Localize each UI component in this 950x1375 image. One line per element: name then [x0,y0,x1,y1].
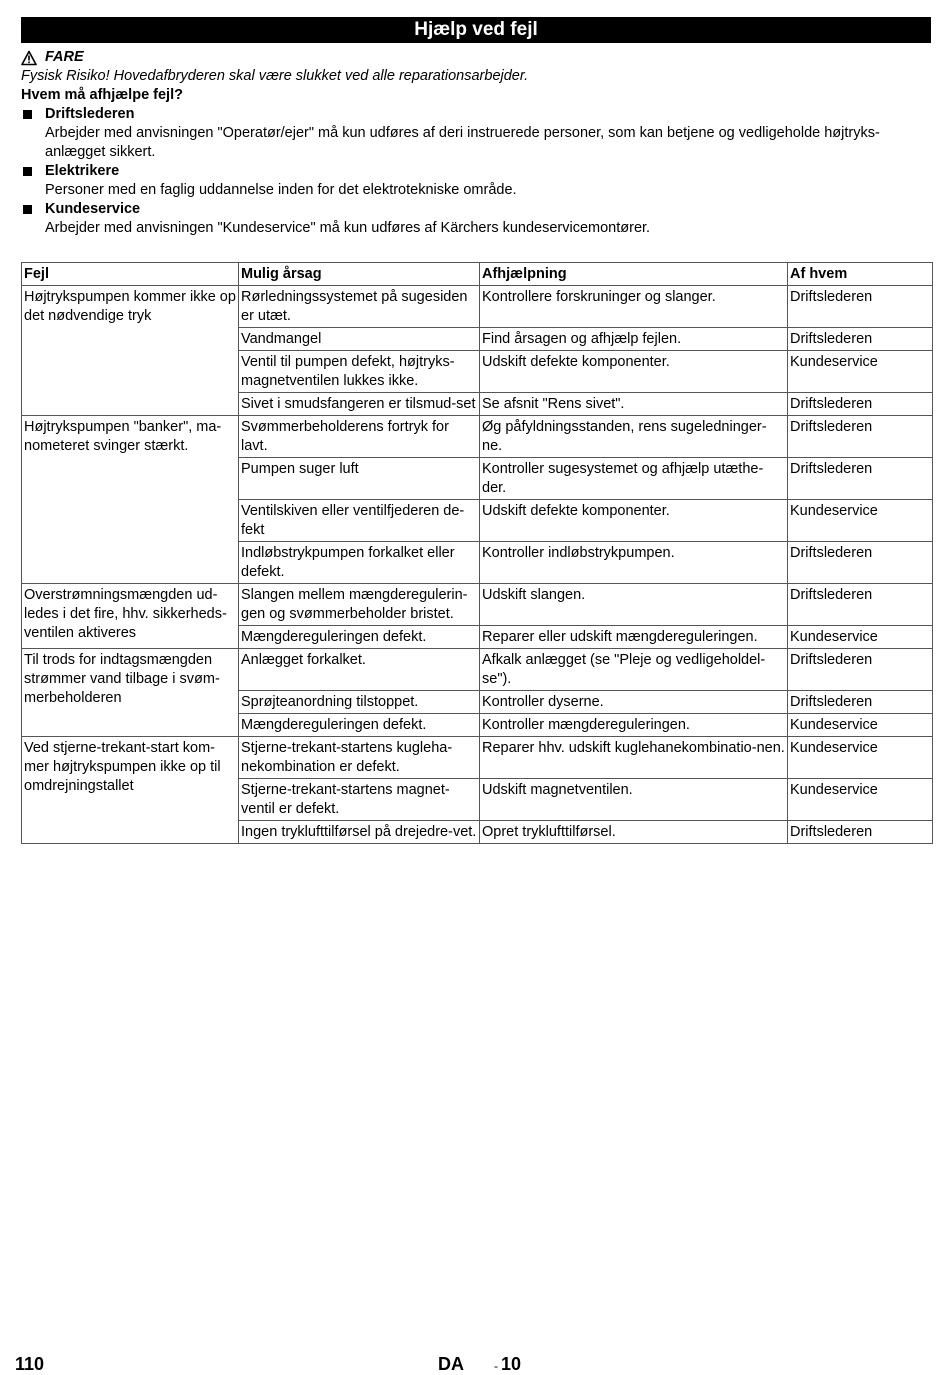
responsible-cell: Driftslederen [788,584,933,626]
responsible-cell: Driftslederen [788,649,933,691]
remedy-cell: Reparer eller udskift mængdereguleringen. [480,626,788,649]
who-item-driftslederen [21,105,931,162]
bullet-square-icon [23,110,32,119]
who-item-kundeservice [21,200,931,238]
page-title: Hjælp ved fejl [21,17,931,43]
safety-section [21,48,931,238]
responsible-cell: Driftslederen [788,286,933,328]
responsible-cell: Kundeservice [788,737,933,779]
cause-cell: Stjerne-trekant-startens kugleha-nekombination er defekt. [239,737,480,779]
responsible-cell: Driftslederen [788,458,933,500]
cause-cell: Ingen tryklufttilførsel på drejedre-vet. [239,821,480,844]
who-item-title: Elektrikere [45,163,120,179]
table-header-row [22,263,933,286]
header-af-hvem: Af hvem [788,263,933,286]
table-row [22,737,933,779]
bullet-square-icon [23,205,32,214]
warning-label: FARE [45,49,84,65]
responsible-cell: Kundeservice [788,626,933,649]
cause-cell: Svømmerbeholderens fortryk for lavt. [239,416,480,458]
who-item-text: Personer med en faglig uddannelse inden for det elektrotekniske område. [45,182,517,198]
responsible-cell: Kundeservice [788,779,933,821]
language-code: DA [438,1354,464,1374]
warning-text: Fysisk Risiko! Hovedafbryderen skal være slukket ved alle reparationsarbejder. [21,68,529,84]
cause-cell: Ventil til pumpen defekt, højtryks-magnetventilen lukkes ikke. [239,351,480,393]
who-item-elektrikere [21,162,931,200]
warning-triangle-icon [21,50,37,66]
remedy-cell: Afkalk anlægget (se "Pleje og vedligeholdel-se"). [480,649,788,691]
responsible-cell: Driftslederen [788,328,933,351]
fault-cell: Ved stjerne-trekant-start kom-mer højtrykspumpen ikke op til omdrejningstallet [22,737,239,844]
remedy-cell: Øg påfyldningsstanden, rens sugeledninger-ne. [480,416,788,458]
responsible-cell: Kundeservice [788,500,933,542]
fault-cell: Højtrykspumpen kommer ikke op det nødvendige tryk [22,286,239,416]
who-item-title: Kundeservice [45,201,141,217]
header-fejl: Fejl [22,263,239,286]
cause-cell: Mængdereguleringen defekt. [239,714,480,737]
page-number: 110 [15,1354,45,1374]
footer-dash: - [494,1359,498,1373]
responsible-cell: Driftslederen [788,821,933,844]
cause-cell: Rørledningssystemet på sugesiden er utæt. [239,286,480,328]
table-row [22,584,933,626]
remedy-cell: Opret tryklufttilførsel. [480,821,788,844]
remedy-cell: Kontroller dyserne. [480,691,788,714]
responsible-cell: Driftslederen [788,393,933,416]
table-row [22,649,933,691]
fault-cell: Højtrykspumpen "banker", ma-nometeret svinger stærkt. [22,416,239,584]
cause-cell: Stjerne-trekant-startens magnet-ventil er defekt. [239,779,480,821]
fault-cell: Til trods for indtagsmængden strømmer vand tilbage i svøm-merbeholderen [22,649,239,737]
cause-cell: Mængdereguleringen defekt. [239,626,480,649]
table-row [22,416,933,458]
fault-cell: Overstrømningsmængden ud-ledes i det fire, hhv. sikkerheds-ventilen aktiveres [22,584,239,649]
responsible-cell: Driftslederen [788,542,933,584]
section-page-number: 10 [501,1354,522,1374]
cause-cell: Ventilskiven eller ventilfjederen de-fekt [239,500,480,542]
cause-cell: Slangen mellem mængderegulerin-gen og svømmerbeholder bristet. [239,584,480,626]
remedy-cell: Udskift magnetventilen. [480,779,788,821]
remedy-cell: Find årsagen og afhjælp fejlen. [480,328,788,351]
header-afhjaelpning: Afhjælpning [480,263,788,286]
bullet-square-icon [23,167,32,176]
responsible-cell: Driftslederen [788,691,933,714]
remedy-cell: Udskift defekte komponenter. [480,500,788,542]
warning-heading [21,48,931,67]
cause-cell: Indløbstrykpumpen forkalket eller defekt. [239,542,480,584]
cause-cell: Anlægget forkalket. [239,649,480,691]
header-mulig-aarsag: Mulig årsag [239,263,480,286]
section-page [494,1354,521,1375]
remedy-cell: Udskift defekte komponenter. [480,351,788,393]
remedy-cell: Kontrollere forskruninger og slanger. [480,286,788,328]
remedy-cell: Kontroller sugesystemet og afhjælp utæthe-der. [480,458,788,500]
responsible-cell: Driftslederen [788,416,933,458]
remedy-cell: Kontroller indløbstrykpumpen. [480,542,788,584]
fault-table-body [22,286,933,844]
responsible-cell: Kundeservice [788,714,933,737]
remedy-cell: Udskift slangen. [480,584,788,626]
responsible-cell: Kundeservice [788,351,933,393]
fault-table [21,262,933,844]
cause-cell: Pumpen suger luft [239,458,480,500]
cause-cell: Vandmangel [239,328,480,351]
who-item-text: Arbejder med anvisningen "Operatør/ejer" må kun udføres af deri instruerede personer, som kan betjene og vedligeholde højtryks-anlægget sikkert. [45,125,880,160]
who-item-title: Driftslederen [45,106,135,122]
cause-cell: Sivet i smudsfangeren er tilsmud-set [239,393,480,416]
who-heading: Hvem må afhjælpe fejl? [21,87,183,103]
who-item-text: Arbejder med anvisningen "Kundeservice" må kun udføres af Kärchers kundeservicemontører. [45,220,651,236]
remedy-cell: Reparer hhv. udskift kuglehanekombinatio-nen. [480,737,788,779]
remedy-cell: Se afsnit "Rens sivet". [480,393,788,416]
table-row [22,286,933,328]
remedy-cell: Kontroller mængdereguleringen. [480,714,788,737]
cause-cell: Sprøjteanordning tilstoppet. [239,691,480,714]
